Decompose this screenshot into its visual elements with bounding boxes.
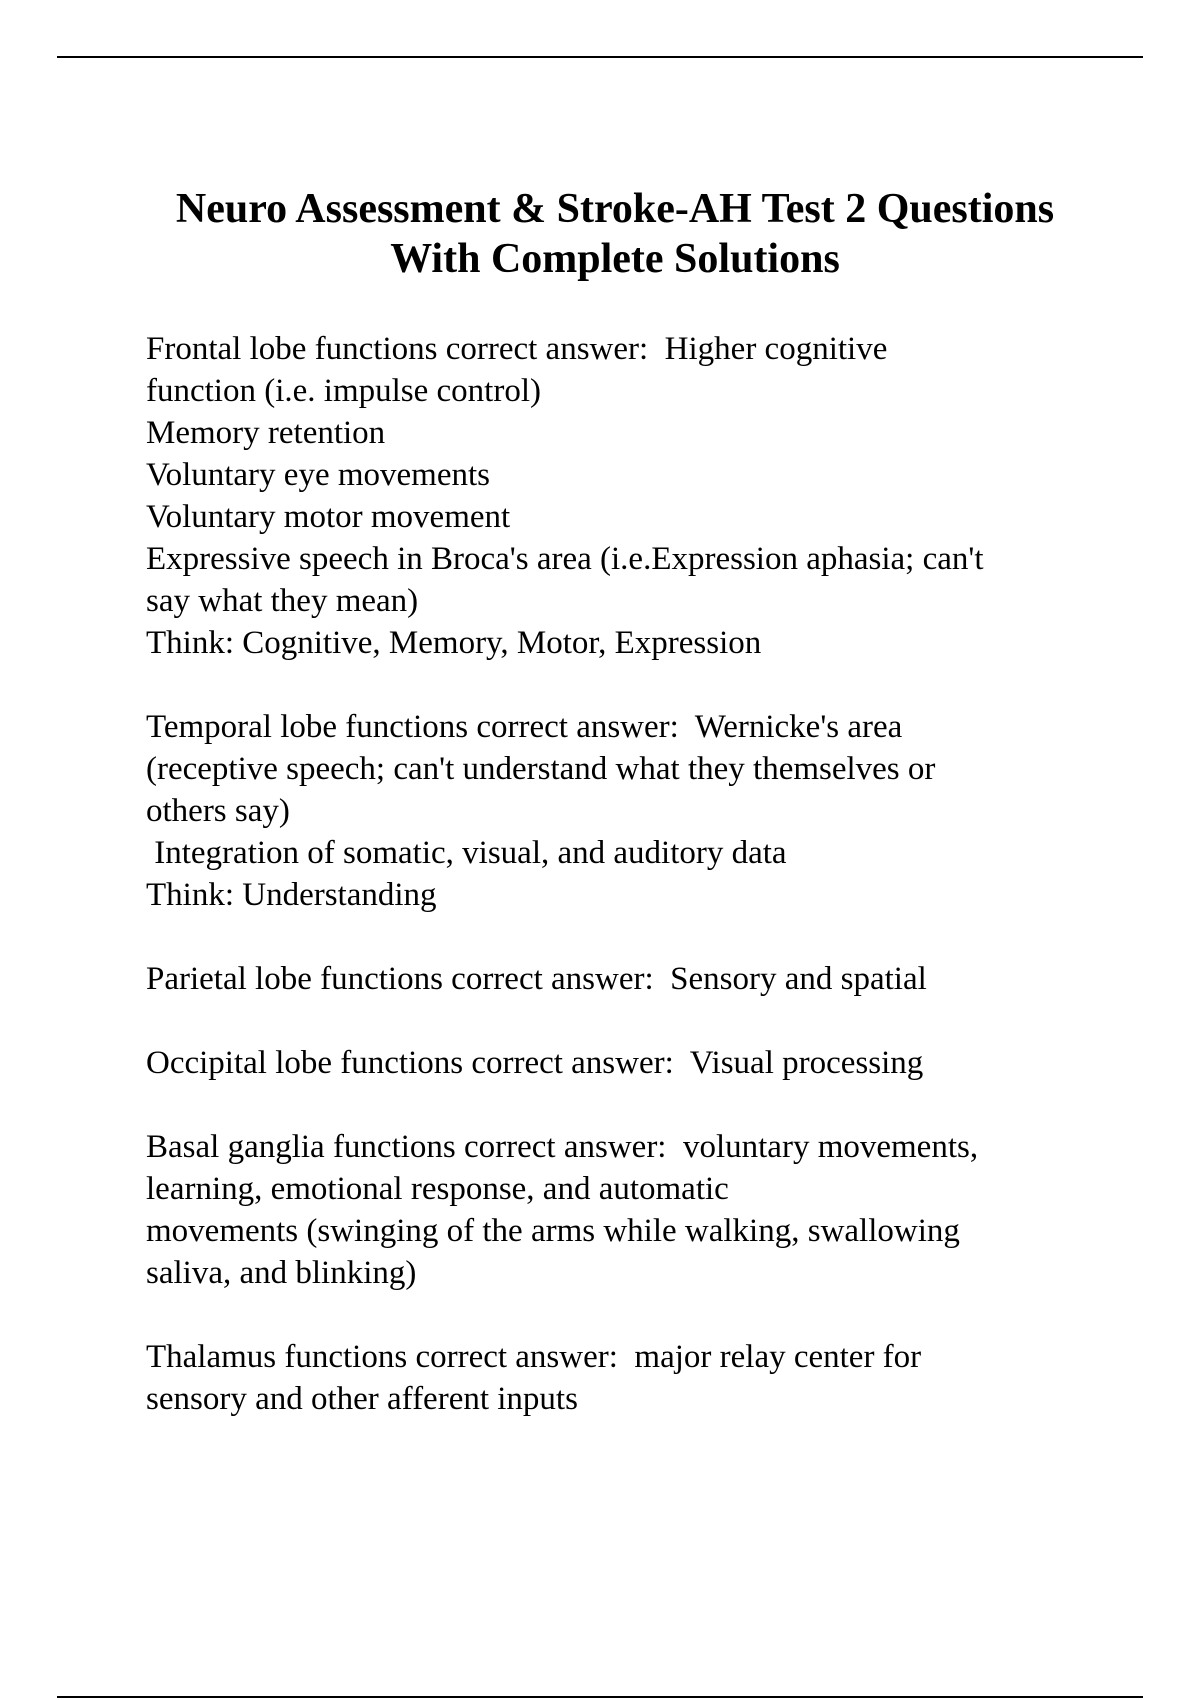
text-line: Think: Cognitive, Memory, Motor, Expression (146, 625, 762, 661)
text-line: Temporal lobe functions correct answer: Wernicke's area (146, 709, 903, 745)
document-title (100, 184, 1130, 284)
text-line: Memory retention (146, 415, 386, 451)
qa-item-basal-ganglia (146, 1126, 1106, 1294)
text-line: learning, emotional response, and automatic (146, 1171, 729, 1207)
text-line: Expressive speech in Broca's area (i.e.Expression aphasia; can't (146, 541, 984, 577)
bottom-rule (57, 1696, 1143, 1698)
text-line: movements (swinging of the arms while walking, swallowing (146, 1213, 960, 1249)
top-rule (57, 56, 1143, 58)
qa-item-occipital (146, 1042, 1106, 1084)
text-line: (receptive speech; can't understand what they themselves or (146, 751, 936, 787)
title-line: Neuro Assessment & Stroke-AH Test 2 Questions (175, 186, 1055, 232)
text-line: Voluntary motor movement (146, 499, 511, 535)
qa-item-thalamus (146, 1336, 1106, 1420)
qa-item-frontal (146, 328, 1106, 664)
qa-item-temporal (146, 706, 1106, 916)
text-line: say what they mean) (146, 583, 419, 619)
text-line: function (i.e. impulse control) (146, 373, 541, 409)
qa-item-parietal (146, 958, 1106, 1000)
title-line: With Complete Solutions (390, 236, 840, 282)
text-line: Integration of somatic, visual, and auditory data (146, 835, 787, 871)
text-line: Parietal lobe functions correct answer: Sensory and spatial (146, 961, 927, 997)
text-line: Thalamus functions correct answer: major relay center for (146, 1339, 922, 1375)
text-line: Think: Understanding (146, 877, 437, 913)
text-line: Frontal lobe functions correct answer: Higher cognitive (146, 331, 888, 367)
text-line: sensory and other afferent inputs (146, 1381, 578, 1417)
text-line: others say) (146, 793, 290, 829)
text-line: Voluntary eye movements (146, 457, 490, 493)
text-line: saliva, and blinking) (146, 1255, 417, 1291)
text-line: Basal ganglia functions correct answer: voluntary movements, (146, 1129, 979, 1165)
document-body (146, 328, 1106, 1462)
text-line: Occipital lobe functions correct answer: Visual processing (146, 1045, 924, 1081)
